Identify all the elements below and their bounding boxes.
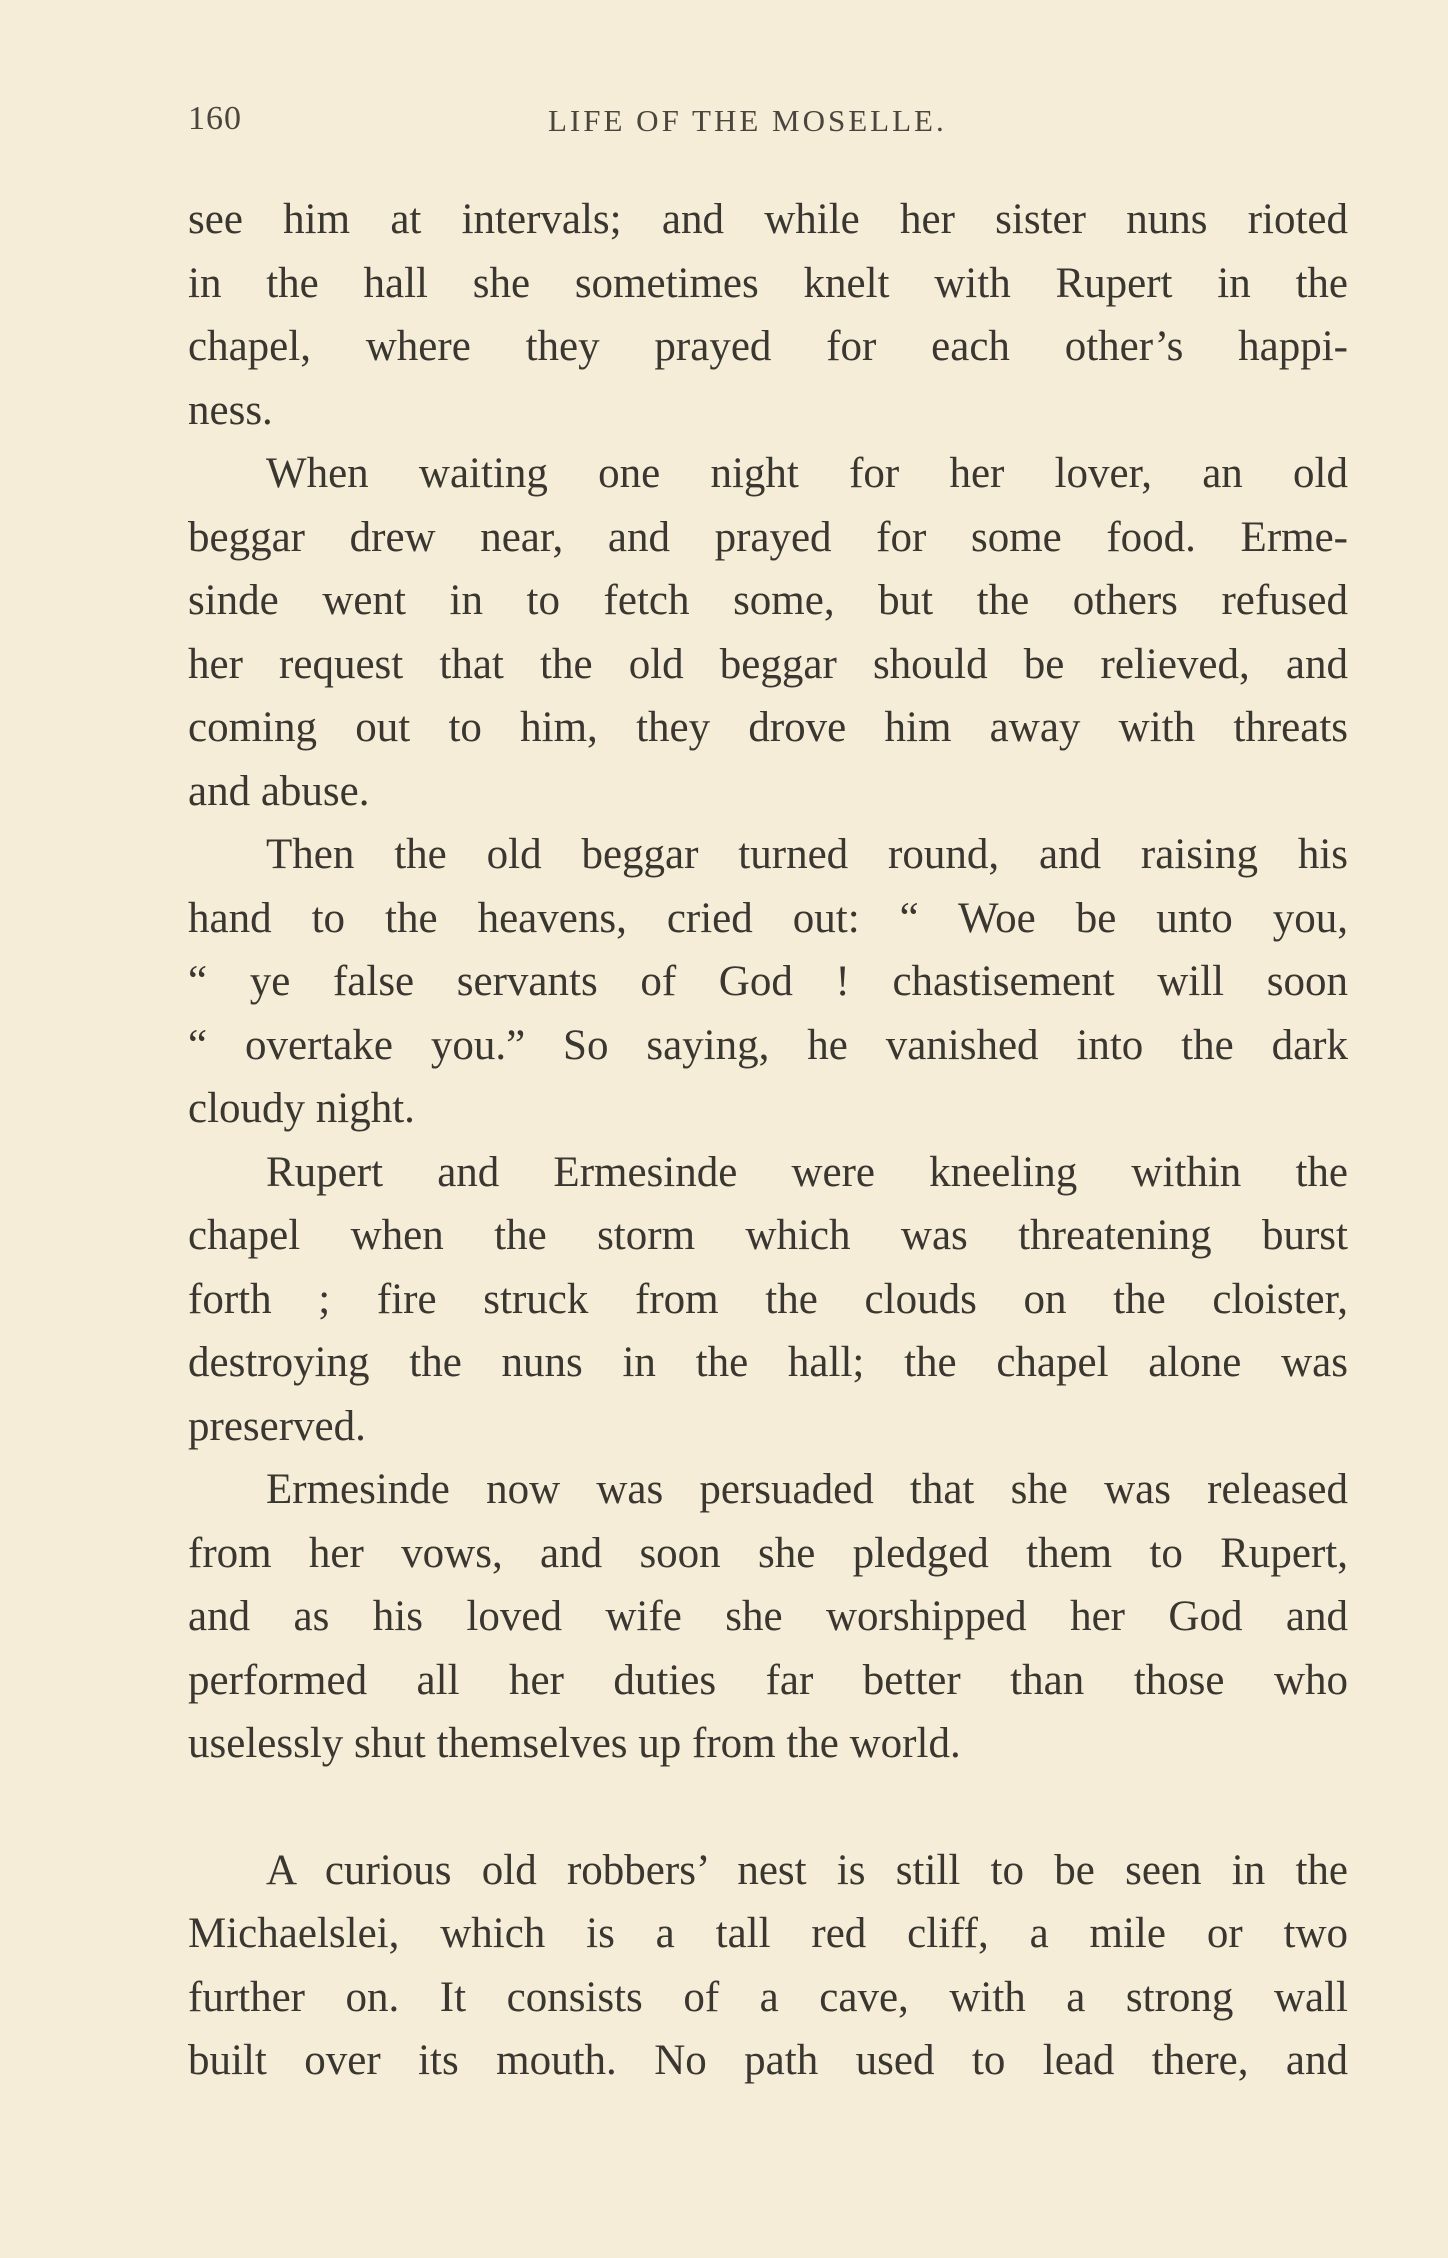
text-line: destroying the nuns in the hall; the chapel alone was <box>188 1339 1348 1386</box>
text-line: When waiting one night for her lover, an old <box>266 450 1348 497</box>
text-line: Then the old beggar turned round, and raising his <box>266 831 1348 878</box>
text-line: sinde went in to fetch some, but the others refused <box>188 577 1348 624</box>
running-head <box>188 100 1348 150</box>
text-line: built over its mouth. No path used to lead there, and <box>188 2037 1348 2084</box>
running-title: LIFE OF THE MOSELLE. <box>548 103 947 138</box>
text-line: further on. It consists of a cave, with a strong wall <box>188 1973 1348 2021</box>
paragraph <box>188 1458 1348 1776</box>
text-line: her request that the old beggar should be relieved, and <box>188 640 1348 688</box>
page-number: 160 <box>188 100 242 137</box>
text-line: Michaelslei, which is a tall red cliff, a mile or two <box>188 1910 1348 1957</box>
text-line: chapel, where they prayed for each other’s happi- <box>188 323 1348 370</box>
section-break <box>188 1776 1348 1839</box>
text-line: Rupert and Ermesinde were kneeling within the <box>266 1148 1348 1196</box>
paragraph <box>188 823 1348 1141</box>
paragraph <box>188 1141 1348 1459</box>
text-line: cloudy night. <box>188 1085 415 1132</box>
text-line: beggar drew near, and prayed for some food. Erme- <box>188 513 1348 561</box>
text-line: coming out to him, they drove him away with threats <box>188 704 1348 751</box>
paragraph <box>188 442 1348 823</box>
text-line: Ermesinde now was persuaded that she was released <box>266 1466 1348 1513</box>
text-line: “ overtake you.” So saying, he vanished into the dark <box>188 1021 1348 1069</box>
text-line: uselessly shut themselves up from the world. <box>188 1720 961 1767</box>
text-line: ness. <box>188 386 273 434</box>
text-line: preserved. <box>188 1402 366 1450</box>
text-line: see him at intervals; and while her sister nuns rioted <box>188 196 1348 243</box>
text-line: A curious old robbers’ nest is still to be seen in the <box>266 1846 1348 1894</box>
text-line: “ ye false servants of God ! chastisement will soon <box>188 958 1348 1005</box>
text-line: from her vows, and soon she pledged them to Rupert, <box>188 1529 1348 1577</box>
text-line: performed all her duties far better than those who <box>188 1656 1348 1704</box>
text-line: and abuse. <box>188 767 370 815</box>
paragraph <box>188 188 1348 442</box>
text-line: forth ; fire struck from the clouds on the cloister, <box>188 1275 1348 1323</box>
body-text <box>188 188 1348 2093</box>
text-line: chapel when the storm which was threatening burst <box>188 1212 1348 1259</box>
text-line: hand to the heavens, cried out: “ Woe be unto you, <box>188 894 1348 942</box>
paragraph <box>188 1839 1348 2093</box>
text-line: in the hall she sometimes knelt with Rupert in the <box>188 259 1348 307</box>
text-line: and as his loved wife she worshipped her God and <box>188 1593 1348 1640</box>
